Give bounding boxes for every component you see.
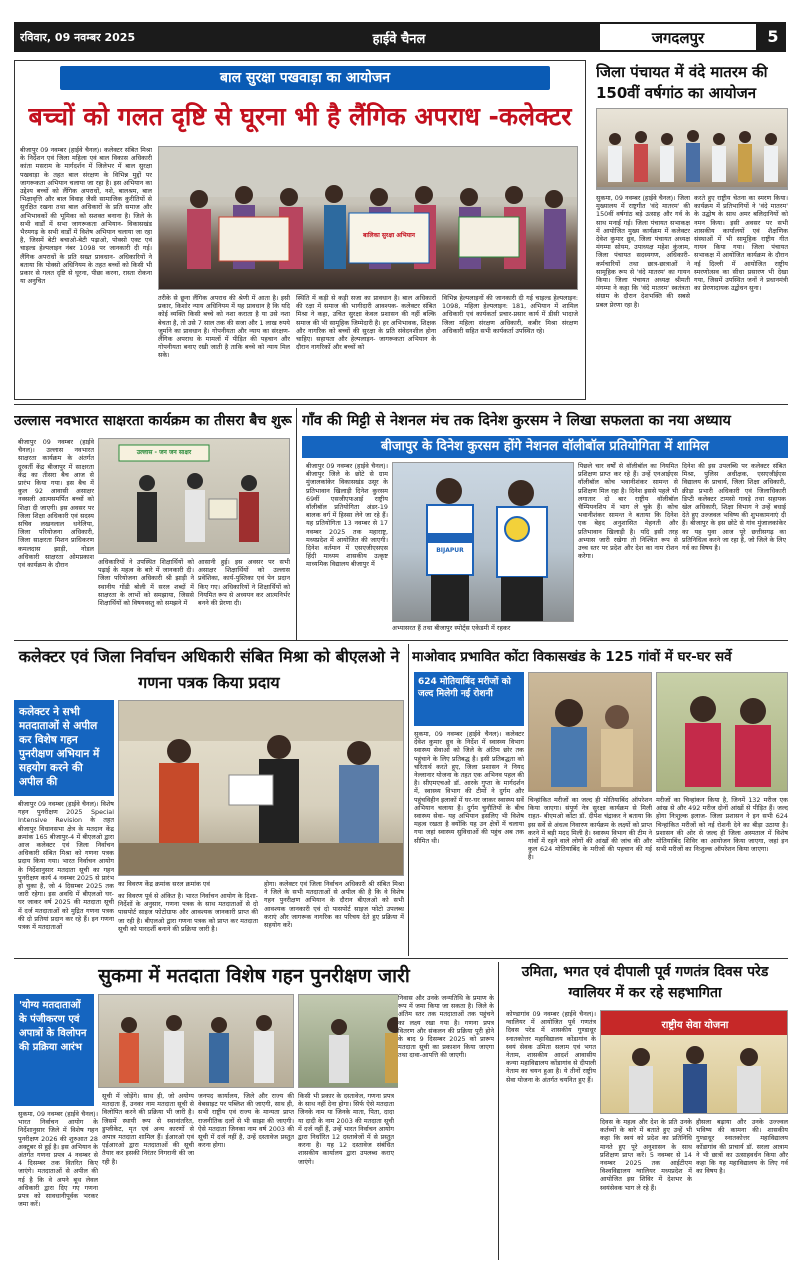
story8-banner: राष्ट्रीय सेवा योजना	[661, 1020, 729, 1031]
story4-caption: अभ्यासरत हैं तथा बीजापुर स्पोर्ट्स एकेडमी में रहकर	[392, 624, 511, 632]
story6-photo-2	[656, 672, 788, 792]
story6-photo-1	[528, 672, 652, 792]
story5-illustration	[119, 701, 404, 876]
story7-col5: निवास और उनके जन्मतिथि के प्रमाण के रूप में जमा किया जा सकता है। जिले के अंतिम स्तर तक मतदाताओं तक पहुंचने का लक्ष्य रखा गया है। गणना प्रपत्र वितरण और संकलन की प्रक्रिया पूरी होने के बाद 9 दिसम्बर 2025 को प्रारूप मतदाता सूची का प्रकाशन किया जाएगा तथा दावा-आपत्ति की जाएगी।	[398, 994, 494, 1260]
story7-illustration-1	[99, 995, 294, 1088]
story2-photo	[596, 108, 788, 188]
masthead-city-box	[598, 22, 758, 52]
story5-col1b: का विवरण केंद्र क्रमांक सरल क्रमांक एवं	[118, 880, 210, 888]
story3-banner: उल्लास - जन जन साक्षर	[136, 449, 192, 456]
story8-headline: उमिता, भगत एवं दीपाली पूर्व गणतंत्र दिवस परेड ग्वालियर में कर रहे सहभागिता	[521, 964, 769, 1001]
story4-subhead: बीजापुर के दिनेश कुरसम होंगे नेशनल वॉलीबॉल प्रतियोगिता में शामिल	[302, 436, 788, 458]
divider-v3	[498, 962, 499, 1260]
story4-jersey: BIJAPUR	[436, 547, 464, 554]
story3-col3: आसानी हुई। इस अवसर पर सभी असाक्षर शिक्षार्थियों को उल्लास प्रवेशिका, कार्य-पुस्तिका एवं पेन प्रदान किए गए। अधिकारियों ने शिक्षार्थियों को नियमित रूप से अध्ययन कर आत्मनिर्भर बनने की प्रेरणा दी।	[198, 558, 290, 608]
story7-col2: सूची में जोड़ेंगे। साथ ही, जो अयोग्य मतदाता हैं, उनका नाम मतदाता सूची से विलोपित करने की प्रक्रिया भी जारी है। जिसमें स्थायी रूप से स्थानांतरित, डुप्लीकेट, मृत एवं अन्य कारणों से अपात्र मतदाता शामिल हैं। ईआरओ एवं एईआरओ द्वारा मतदाताओं की सूची तैयार कर इसकी निरंतर निगरानी की जा रही है।	[102, 1092, 194, 1166]
story6-illustration-1	[529, 673, 652, 792]
story7-col4: किसी भी प्रकार के दस्तावेज, गणना प्रपत्र के साथ नहीं देना होगा। सिर्फ ऐसे मतदाता जिनके नाम या जिनके माता, पिता, दादा या दादी के नाम 2003 की मतदाता सूची में दर्ज नहीं हैं, उन्हें भारत निर्वाचन आयोग द्वारा निर्धारित 12 दस्तावेजों में से प्रस्तुत करना है। यह 12 दस्तावेज संबंधित शासकीय कार्यालय द्वारा उपलब्ध कराए जाएंगे।	[298, 1092, 394, 1166]
story4-players-illustration	[393, 463, 574, 622]
story7-headline: सुकमा में मतदाता विशेष गहन पुनरीक्षण जारी	[98, 965, 410, 987]
story8-col1: कोण्डागांव 09 नवम्बर (हाईवे चैनल)। ग्वालियर में आयोजित पूर्व गणतंत्र दिवस परेड में शासकीय गुण्डाधूर स्नातकोत्तर महाविद्यालय कोंडागांव के स्वयं सेवक उमिता सलाम एवं भगत नेताम, शासकीय आदर्श आवासीय कन्या महाविद्यालय कोंडागांव से दीपाली नेताम का चयन हुआ है। ये तीनों राष्ट्रीय सेवा योजना के अंतर्गत चयनित हुए हैं।	[506, 1010, 596, 1084]
story2-col1: सुकमा, 09 नवम्बर (हाईवे चैनल)। जिला मुख्यालय में राष्ट्रगीत 'वंदे मातरम' की 150वीं वर्षगांठ बड़े उत्साह और गर्व के साथ मनाई गई। जिला पंचायत सभाकक्ष में आयोजित मुख्य कार्यक्रम में कलेक्टर देवेश कुमार ध्रुव, जिला पंचायत अध्यक्ष मंगम्मा सोयम, उपाध्यक्ष महेश कुंजाम, जिला पंचायत सदस्यगण, अधिकारी-कर्मचारियों तथा छात्र-छात्राओं ने सामूहिक रूप से 'वंदे मातरम' का गायन किया। जिला पंचायत अध्यक्ष श्रीमती मंगम्मा ने कहा कि 'वंदे मातरम' स्वतंत्रता संग्राम के दौरान देशभक्ति की सबसे प्रबल प्रेरणा रहा है।	[596, 194, 690, 309]
masthead-city: जगदलपुर	[651, 29, 705, 47]
divider-v2	[408, 644, 409, 956]
story7-photo-1	[98, 994, 294, 1088]
story3-col2: अधिकारियों ने उपस्थित शिक्षार्थियों को पढ़ाई के महत्व के बारे में जानकारी दी। जिला परियोजना अधिकारी श्री झाड़ी ने स्थानीय गोंडी बोली में सरल शब्दों में साक्षरता के लाभों को समझाया, जिससे शिक्षार्थियों को विषयवस्तु को समझने में	[98, 558, 194, 608]
story1-banner-text: बालिका सुरक्षा अभियान	[362, 232, 416, 239]
divider-2	[14, 640, 788, 641]
story1-group-illustration	[159, 147, 578, 290]
story4-photo	[392, 462, 574, 622]
story6-box: 624 मोतियाबिंद मरीजों को जल्द मिलेगी नई रोशनी	[414, 672, 524, 726]
story8-col2: दिवस के महत्व और देश के प्रति उनके कर्तव्यों के बारे में बताते हुए उन्हें भी कहा कि स्वयं को प्रदेश का प्रतिनिधि मानते हुए पूरे अनुशासन के साथ प्रशिक्षण प्राप्त करें। 5 नवम्बर से 14 नवम्बर 2025 तक आईटीएम विश्वविद्यालय ग्वालियर मध्यप्रदेश में आयोजित इस शिविर में देशभर के स्वयंसेवक भाग ले रहे हैं।	[600, 1118, 692, 1192]
story2-headline: जिला पंचायत में वंदे मातरम की 150वीं वर्षगांठ का आयोजन	[596, 63, 768, 102]
story5-col2: का विवरण पूर्व से अंकित है। भारत निर्वाचन आयोग के दिशा-निर्देशों के अनुसार, गणना पत्रक के साथ मतदाताओं से दो पासपोर्ट साइज फोटोग्राफ और आवश्यक जानकारी प्राप्त की जा रही है। बीएलओ द्वारा गणना पत्रक को प्राप्त कर मतदाता सूची को पारदर्शी बनाने की प्रक्रिया जारी है।	[118, 892, 258, 933]
story6-col1: सुकमा, 09 नवम्बर (हाईवे चैनल)। कलेक्टर देवेश कुमार ध्रुव के निर्देश में स्वास्थ्य विभाग स्वास्थ्य सेवाओं को जिले के अंतिम छोर तक पहुंचाने के लिए प्रतिबद्ध है। इसी प्रतिबद्धता को चरितार्थ करते हुए, जिला प्रशासन ने नियद नेल्लानार योजना के तहत एक अभिनव पहल की है। सीएमएचओ डॉ. आरके गुप्ता के मार्गदर्शन में, स्वास्थ्य विभाग की टीमों ने दुर्गम और पहुंचविहीन इलाकों में घर-घर जाकर स्वास्थ्य सर्वे अभियान चलाया है। दुर्गम चुनौतियों के बीच स्वास्थ्य सेवा- यह अभियान इसलिए भी विशेष महत्व रखता है क्योंकि यह उन क्षेत्रों में चलाया गया जहां स्वास्थ्य सुविधाओं की पहुंच अब तक सीमित थी।	[414, 730, 524, 845]
story6-col2: चिन्हांकित मरीजों का जल्द ही मोतियाबिंद ऑपरेशन किया जाएगा। संपूर्ण नेत्र सुरक्षा कार्यक्रम से मिली राहत- बीएमओ कोंटा डॉ. दीपेश चंद्राकर ने बताया कि इस सर्वे से अंधत्व निवारण कार्यक्रम के लक्ष्यों को प्राप्त करने में बड़ी मदद मिली है। स्वास्थ्य विभाग की टीम ने गांवों में रहने वाले लोगों की आंखों की जांच की और कुल 624 मोतियाबिंद के मरीजों की पहचान की गई है।	[528, 796, 652, 862]
story4-col1: बीजापुर 09 नवम्बर (हाईवे चैनल)। बीजापुर जिले के छोटे से ग्राम मुंजालकांकेर विकासखंड उसूर के प्रतिभावान खिलाड़ी दिनेश कुरसम 69वीं एसजीएफआई राष्ट्रीय वॉलीबॉल प्रतियोगिता अंडर-19 बालक वर्ग में हिस्सा लेने जा रहे हैं। यह प्रतियोगिता 13 नवम्बर से 17 नवम्बर 2025 तक महाराष्ट्र, मध्यप्रदेश में आयोजित की जाएगी। दिनेश वर्तमान में एसएजीएसएस हिंदी माध्यम शासकीय उत्कृष्ट माध्यमिक विद्यालय बीजापुर में	[306, 462, 388, 569]
masthead-paper: हाईवे चैनल	[372, 32, 426, 47]
story3-illustration	[99, 439, 290, 554]
story1-photo	[158, 146, 578, 290]
story8-photo	[600, 1010, 788, 1114]
story3-headline: उल्लास नवभारत साक्षरता कार्यक्रम का तीसरा बैच शुरू	[14, 413, 292, 429]
story4-col3: दिनेश की इस उपलब्धि पर कलेक्टर संबित मिश्रा, पुलिस अधीक्षक, एसएजीईएस विद्यालय के प्राचार्य, जिला शिक्षा अधिकारी, क्रीड़ा प्रभारी अधिकारी एवं जिलाधिकारी डिप्टी कलेक्टर टामसो गावड़े तथा सहायक खेल अधिकारी, शिक्षा विभाग ने उन्हें बधाई देते हुए उज्जवल भविष्य की शुभकामनाएं दी हैं। बीजापुर के इस छोटे से गांव मुंजालकांकेर का यह युवा आज पूरे छत्तीसगढ़ का प्रतिनिधित्व करने जा रहा है, जो जिले के लिए गर्व का विषय है।	[682, 462, 786, 553]
divider-v1	[296, 408, 297, 640]
page-number: 5	[767, 27, 779, 46]
story2-photo-2	[596, 188, 788, 190]
story1-headline: बच्चों को गलत दृष्टि से घूरना भी है लैंगिक अपराध -कलेक्टर	[28, 102, 572, 131]
story8-col3: हौसला बढ़ाया और उनके उज्ज्वल भविष्य की कामना की। शासकीय गुण्डाधूर स्नातकोत्तर महाविद्यालय कोंडागांव की प्राचार्य डॉ. सरला आत्राम ने भी छात्रों का उत्साहवर्धन किया और कहा कि यह महाविद्यालय के लिए गर्व का विषय है।	[696, 1118, 788, 1176]
story5-col3: होगा। कलेक्टर एवं जिला निर्वाचन अधिकारी श्री संबित मिश्रा ने जिले के सभी मतदाताओं से अपील की है कि वे विशेष गहन पुनरीक्षण अभियान के दौरान बीएलओ को सभी आवश्यक जानकारी एवं दो पासपोर्ट साइज फोटो उपलब्ध कराएं और जागरूक नागरिक का परिचय देते हुए प्रक्रिया में सहयोग करें।	[264, 880, 404, 930]
story7-col3: जनपद कार्यालय, जिले और राज्य की वेबसाइट पर पब्लिश की जाएगी, साथ ही, सभी राष्ट्रीय एवं राज्य के मान्यता प्राप्त राजनीतिक दलों से भी साझा की जाएगी। ऐसे मतदाता जिनका नाम वर्ष 2003 की सूची में दर्ज नहीं है, उन्हें दस्तावेज प्रस्तुत करना होगा।	[198, 1092, 294, 1150]
story1-col4: विभिन्न हेल्पलाइनों की जानकारी दी गई चाइल्ड हेल्पलाइन: 1098, महिला हेल्पलाइन: 181, अभियान में शामिल अधिकारी एवं कार्यकर्ता प्रचार-प्रसार कार्य में डीसी भादाजे जिला महिला संरक्षण अधिकारी, कबीर मिश्रा संरक्षण अधिकारी सहित सभी कार्यकर्ता उपस्थित रहे।	[442, 294, 578, 335]
story6-headline: माओवाद प्रभावित कोंटा विकासखंड के 125 गांवों में घर-घर सर्वे	[412, 649, 732, 665]
masthead-date: रविवार, 09 नवम्बर 2025	[20, 31, 136, 44]
story6-illustration-2	[657, 673, 788, 792]
story1-kicker: बाल सुरक्षा पखवाड़ा का आयोजन	[60, 66, 550, 90]
story1-col2: तरीके से छूना लैंगिक अपराध की श्रेणी में आता है। इसी प्रकार, किशोर न्याय अधिनियम में यह प्रावधान है कि यदि कोई व्यक्ति किसी बच्चे को नशा कराता है या उसे नशा बेचता है, तो उसे 7 साल तक की सजा और 1 लाख रुपये जुर्माने का प्रावधान है। गोपनीयता और न्याय का संरक्षण- लैंगिक अपराध के मामलों में पीड़ित की पहचान और गोपनीयता बनाए रखी जाती है ताकि बच्चे को न्याय मिल सके।	[158, 294, 290, 360]
story7-pullquote: 'योग्य मतदाताओं के पंजीकरण एवं अपात्रों के विलोपन की प्रक्रिया आरंभ	[14, 994, 94, 1106]
divider-3	[14, 958, 788, 959]
story4-headline: गाँव की मिट्टी से नेशनल मंच तक दिनेश कुरसम ने लिखा सफलता का नया अध्याय	[302, 413, 731, 429]
story3-col1: बीजापुर 09 नवम्बर (हाईवे चैनल)। उल्लास नवभारत साक्षरता कार्यक्रम के अंतर्गत दूरवर्ती केंद्र बीजापुर में साक्षरता केंद्र का तीसरा बैच आज से प्रारंभ किया गया। इस बैच में कुल 92 आवासी असाक्षर नक्सली आत्मसमर्पित बच्चों को शिक्षा दी जाएगी। इस अवसर पर जिला शिक्षा अधिकारी एवं सदस्य सचिव लखनलाल धनेलिया, जिला परियोजना अधिकारी, जिला साक्षरता मिशन प्राधिकरण कमलदास झाड़ी, नोडल अधिकारी साक्षरता ओमप्रकाश एवं कार्यक्रम के दौरान	[18, 438, 94, 570]
story5-pullquote: कलेक्टर ने सभी मतदाताओं से अपील कर विशेष गहन पुनरीक्षण अभियान में सहयोग करने की अपील की	[14, 700, 114, 796]
story2-group-illustration	[597, 109, 788, 188]
story4-col2: पिछले चार वर्षों से वॉलीबॉल का नियमित प्रशिक्षण प्राप्त कर रहे हैं। उन्हें एनआईएस वॉलीबॉल कोच भवानीशंकर सामन्त से प्रशिक्षण मिल रहा है। दिनेश इससे पहले भी लगातार दो बार राष्ट्रीय वॉलीबॉल चैम्पियनशिप में भाग ले चुके हैं। कोच भवानीशंकर सामन्त ने बताया कि दिनेश एक बेहद अनुशासित मेहनती और प्रतिभावान खिलाड़ी है। यदि इसी तरह अभ्यास जारी रखेगा तो निश्चित रूप से उच्च स्तर पर प्रदेश और देश का नाम रोशन करेगा।	[578, 462, 678, 561]
story1-col1: बीजापुर 09 नवम्बर (हाईवे चैनल)। कलेक्टर संबित मिश्रा के निर्देशन एवं जिला महिला एवं बाल विकास अधिकारी कांता मसराम के मार्गदर्शन में जिलेभर में बाल सुरक्षा पखवाड़ा के तहत बाल संरक्षण के विभिन्न मुद्दों पर जागरूकता अभियान चलाया जा रहा है। इस अभियान का उद्देश्य बच्चों को लैंगिक अपराधों, नशे, बालश्रम, बाल भिक्षावृत्ति और बाल विवाह जैसी सामाजिक कुरीतियों से सुरक्षित रखना तथा बाल अधिकारों के प्रति समाज और अभिभावकों की भूमिका को सशक्त बनाना है। जिले के सभी वार्डों में सभा जागरूकता अभियान- विकासखंड भैरमगढ़ के सभी वार्डों में विशेष अभियान चलाया जा रहा है, जिसमें बेटी बचाओ-बेटी पढ़ाओ, पोक्सो एक्ट एवं चाइल्ड हेल्पलाइन नंबर 1098 पर जानकारी दी गई। लैंगिक अपराधों के प्रति सख्त प्रावधान- अधिकारियों ने बताया कि पोक्सो अधिनियम के तहत बच्चों को किसी भी प्रकार से गलत दृष्टि से घूरना, पीछा करना, रास्ता रोकना या अनुचित	[20, 146, 152, 286]
story2-col2: करते हुए राष्ट्रीय चेतना का स्मरण किया। कार्यक्रम में प्रतिभागियों ने 'वंदे मातरम' के उद्घोष के साथ अमर बलिदानियों को नमन किया। इसी अवसर पर सभी शासकीय कार्यालयों एवं शैक्षणिक संस्थाओं में भी सामूहिक राष्ट्रीय गीत गायन किया गया। जिला पंचायत सभाकक्ष में आयोजित कार्यक्रम के दौरान नई दिल्ली में आयोजित राष्ट्रीय स्मरणोत्सव का सीधा प्रसारण भी देखा गया, जिसमें उपस्थित जनों ने प्रधानमंत्री का प्रेरणादायक उद्बोधन सुना।	[694, 194, 788, 293]
story5-photo	[118, 700, 404, 876]
story7-col1: सुकमा, 09 नवम्बर (हाईवे चैनल)। भारत निर्वाचन आयोग के निर्देशानुसार जिले में विशेष गहन पुनरीक्षण 2026 की शुरुआत 28 अक्टूबर से हुई है। इस अभियान के अंतर्गत गणना प्रपत्र 4 नवम्बर से 4 दिसम्बर तक वितरित किए जाएंगे। मतदाताओं से अपील की गई है कि वे अपने बूथ लेवल अधिकारी द्वारा दिए गए गणना प्रपत्र को सावधानीपूर्वक भरकर जमा करें।	[18, 1110, 98, 1209]
divider-1	[14, 404, 788, 405]
story5-col1: बीजापुर 09 नवम्बर (हाईवे चैनल)। विशेष गहन पुनरीक्षण 2025 Special Intensive Revision के तहत बीजापुर विधानसभा क्षेत्र के मतदान केंद्र क्रमांक 165 बीजापुर-4 में बीएलओ द्वारा आज कलेक्टर एवं जिला निर्वाचन अधिकारी संबित मिश्रा को गणना पत्रक प्रदाय किया गया। भारत निर्वाचन आयोग के निर्देशानुसार मतदाता सूची का गहन पुनरीक्षण कार्य 4 नवम्बर 2025 से प्रारंभ हो चुका है, जो 4 दिसम्बर 2025 तक जारी रहेगा। इस अवधि में बीएलओ घर-घर जाकर वर्ष 2025 की मतदाता सूची में दर्ज मतदाताओं को मुद्रित गणना पत्रक की दो प्रतियां प्रदान कर रहे हैं। इन गणना पत्रक में मतदाताओं	[18, 800, 114, 932]
story3-photo	[98, 438, 290, 554]
story6-col3: मरीजों का चिन्हांकन किया है, जिनमें 132 मरीज एक आंख से और 492 मरीज दोनों आंखों से पीड़ित हैं। जल्द होगा निःशुल्क इलाज- जिला प्रशासन ने इन सभी 624 चिन्हांकित मरीजों को नई रोशनी देने का बीड़ा उठाया है। प्रशासन की ओर से जल्द ही जिला अस्पताल में विशेष मोतियाबिंद शिविर का आयोजन किया जाएगा, जहां इन सभी मरीजों का निःशुल्क ऑपरेशन किया जाएगा।	[656, 796, 788, 854]
story1-col3: स्थिति में कड़ी से कड़ी सजा का प्रावधान है। बाल अधिकारों की रक्षा में समाज की भागीदारी आवश्यक- कलेक्टर संबित मिश्रा ने कहा, उचित सुरक्षा केवल प्रशासन की नहीं बल्कि समाज की भी सामूहिक जिम्मेदारी है। हर अभिभावक, शिक्षक और नागरिक को बच्चों की सुरक्षा के प्रति संवेदनशील होना चाहिए। सहायता और हेल्पलाइन- जागरूकता अभियान के दौरान नागरिकों और बच्चों को	[296, 294, 436, 352]
story5-headline: कलेक्टर एवं जिला निर्वाचन अधिकारी संबित मिश्रा को बीएलओ ने गणना पत्रक किया प्रदाय	[18, 647, 400, 692]
